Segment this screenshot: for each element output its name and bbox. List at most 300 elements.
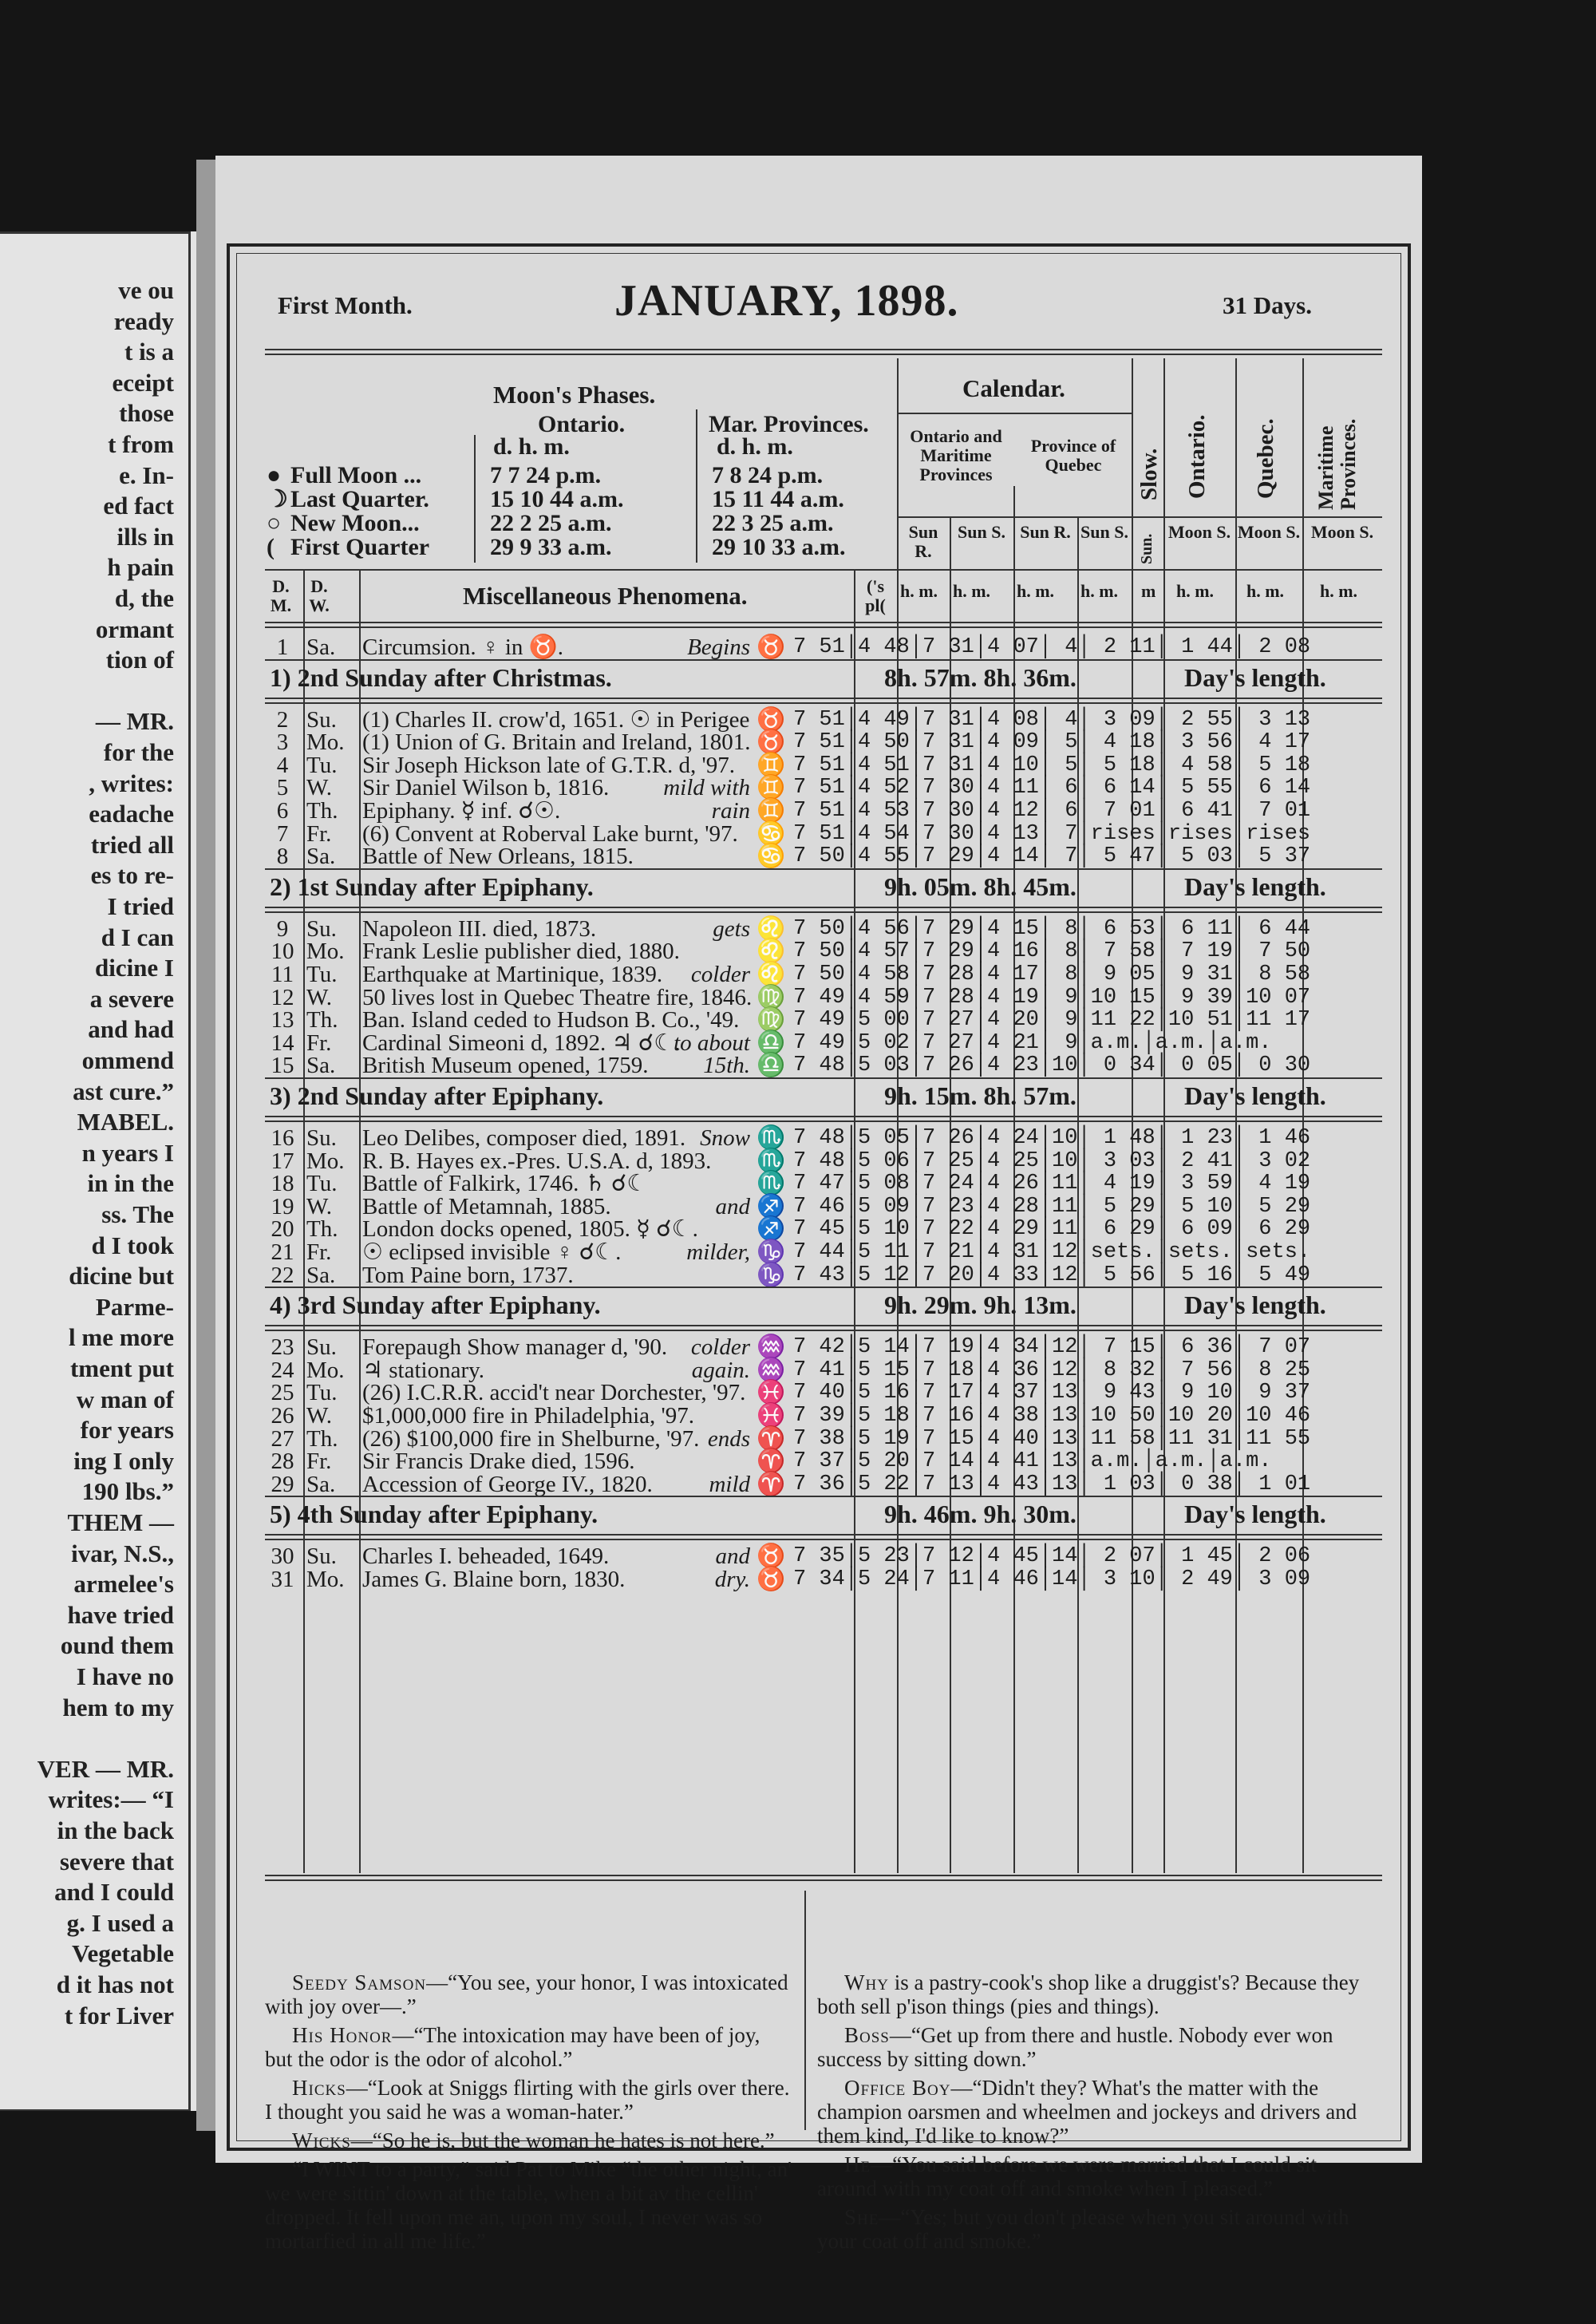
- weather-forecast: milder,: [686, 1239, 750, 1265]
- day-of-week: Mo.: [306, 1357, 345, 1383]
- day-of-week: Fr.: [306, 1030, 332, 1056]
- moon-sets-heading-2: Moon S.: [1237, 522, 1301, 542]
- previous-page-line: g. I used a: [66, 1908, 174, 1937]
- previous-page-line: for the: [103, 738, 174, 766]
- previous-page-line: ivar, N.S.,: [71, 1539, 174, 1567]
- sunday-label: 2) 1st Sunday after Epiphany.: [270, 872, 594, 901]
- previous-page-line: ready: [113, 306, 174, 335]
- calendar-row: [265, 1568, 1382, 1591]
- previous-page-line: es to re-: [90, 861, 174, 890]
- previous-page-line: ast cure.”: [73, 1077, 174, 1105]
- zodiac-sign: ♌: [757, 962, 786, 987]
- slow-sun-heading: Sun.: [1138, 533, 1156, 564]
- day-of-month: 16: [271, 1125, 294, 1151]
- day-of-week: Mo.: [306, 729, 345, 756]
- previous-page-line: Vegetable: [72, 1939, 174, 1968]
- day-of-week: Mo.: [306, 1148, 345, 1174]
- day-of-week: Su.: [306, 706, 337, 733]
- phenomenon: Ban. Island ceded to Hudson B. Co., '49.: [362, 1007, 740, 1034]
- previous-page-line: in in the: [87, 1169, 174, 1198]
- calendar-row: [265, 986, 1382, 1010]
- time-values: 7 41│5 15│7 18│4 36│12│ 8 32│ 7 56│ 8 25: [793, 1358, 1311, 1382]
- ontario-units: d. h. m.: [493, 433, 570, 460]
- zodiac-sign: ♊: [757, 775, 786, 801]
- previous-page-line: tment put: [69, 1354, 174, 1382]
- phenomenon: 50 lives lost in Quebec Theatre fire, 1846.: [362, 984, 753, 1010]
- phenomenon: Battle of Falkirk, 1746. ♄ ☌☾: [362, 1171, 648, 1197]
- quebec-heading: Province of Quebec: [1030, 436, 1116, 475]
- day-of-month: 28: [271, 1449, 294, 1475]
- moon-sets-heading-1: Moon S.: [1167, 522, 1231, 542]
- hm-heading-7: h. m.: [1320, 581, 1358, 601]
- moon-phase-name: Last Quarter.: [290, 486, 429, 512]
- day-length-label: Day's length.: [1184, 662, 1326, 692]
- day-lengths: 9h. 46m. 9h. 30m.: [884, 1500, 1077, 1529]
- joke-paragraph: [265, 1970, 792, 2018]
- calendar-heading: Calendar.: [962, 374, 1065, 402]
- zodiac-sign: ♉: [757, 729, 786, 756]
- phenomenon: James G. Blaine born, 1830.: [362, 1567, 626, 1592]
- moon-sets-heading-3: Moon S.: [1310, 522, 1374, 542]
- sun-rises-heading-1: Sun R.: [908, 522, 938, 561]
- phenomenon: Battle of New Orleans, 1815.: [362, 844, 634, 870]
- day-of-week: Su.: [306, 1125, 337, 1151]
- previous-page-line: d I took: [91, 1231, 174, 1259]
- phenomenon: Epiphany. ☿ inf. ☌☉.: [362, 798, 561, 824]
- previous-page-line: tried all: [90, 830, 174, 859]
- previous-page-line: Parme-: [95, 1292, 174, 1321]
- previous-page-line: t for Liver: [64, 2001, 174, 2030]
- zodiac-sign: ♍: [757, 1007, 786, 1034]
- day-of-week: Fr.: [306, 1449, 332, 1475]
- joke-paragraph: [817, 2076, 1376, 2148]
- calendar-row: [265, 1054, 1382, 1077]
- phenomenon: Sir Daniel Wilson b, 1816.: [362, 775, 610, 801]
- zodiac-sign: ♒: [757, 1334, 786, 1361]
- weather-forecast: colder: [690, 962, 750, 987]
- previous-page-line: THEM —: [67, 1508, 174, 1536]
- joke-speaker: Hicks: [292, 2076, 346, 2100]
- joke-text: “I WINT to a party,” said Pat to Mike “the other night, an' we were sittin' down at the table, when a bit av the cellin' dropped. It fell upon me an, upon my soul, I never was so mortarfied in all me life.”: [265, 2157, 792, 2253]
- phenomenon: ♃ stationary.: [362, 1357, 484, 1383]
- day-of-week: Th.: [306, 1425, 338, 1452]
- time-values: 7 49│5 02│7 27│4 21│ 9│a.m.│a.m.│a.m.: [793, 1030, 1272, 1055]
- previous-page-line: ommend: [81, 1046, 174, 1074]
- weather-forecast: mild: [709, 1471, 750, 1497]
- weather-forecast: again.: [691, 1357, 750, 1383]
- previous-page-line: I have no: [76, 1662, 174, 1690]
- day-of-week: Tu.: [306, 752, 338, 778]
- zodiac-sign: ♐: [757, 1216, 786, 1243]
- previous-page-line: n years I: [81, 1138, 174, 1167]
- sunday-row: [265, 873, 1382, 900]
- weather-forecast: to about: [674, 1030, 750, 1056]
- hm-heading-3: h. m.: [1017, 581, 1055, 601]
- day-lengths: 9h. 05m. 8h. 45m.: [884, 872, 1077, 901]
- time-values: 7 51│4 50│7 31│4 09│ 5│ 4 18│ 3 56│ 4 17: [793, 730, 1311, 755]
- day-of-month: 12: [271, 984, 294, 1010]
- day-of-week: Sa.: [306, 1262, 336, 1288]
- day-of-month: 3: [276, 729, 289, 756]
- time-values: 7 48│5 06│7 25│4 25│10│ 3 03│ 2 41│ 3 02: [793, 1148, 1311, 1173]
- day-of-month: 5: [276, 775, 289, 801]
- phenomenon: Battle of Metamnah, 1885.: [362, 1193, 611, 1219]
- time-values: 7 51│4 52│7 30│4 11│ 6│ 6 14│ 5 55│ 6 14: [793, 776, 1311, 800]
- joke-text: is a pastry-cook's shop like a druggist's? Because they both sell p'ison things (pies and things).: [817, 1970, 1360, 2018]
- calendar-row: [265, 1009, 1382, 1032]
- previous-page-line: eceipt: [112, 368, 174, 397]
- day-of-month: 14: [271, 1030, 294, 1056]
- moon-phase-ontario-time: 7 7 24 p.m.: [490, 462, 602, 488]
- calendar-row: [265, 1150, 1382, 1173]
- weather-forecast: dry.: [714, 1567, 750, 1592]
- day-of-month: 29: [271, 1471, 294, 1497]
- joke-speaker: Why: [844, 1970, 889, 1994]
- calendar-row: [265, 1425, 1382, 1452]
- weather-forecast: rain: [711, 798, 750, 824]
- previous-page-line: VER — MR.: [37, 1754, 174, 1783]
- day-of-month: 26: [271, 1403, 294, 1429]
- weather-forecast: gets: [713, 915, 750, 942]
- ontario-heading: Ontario.: [538, 411, 626, 437]
- previous-page-line: a severe: [89, 984, 174, 1013]
- previous-page-line: and had: [88, 1015, 174, 1044]
- previous-page-line: ormant: [95, 615, 174, 643]
- calendar-row: [265, 1193, 1382, 1219]
- moon-phase-symbol: ☽: [267, 486, 288, 512]
- weather-forecast: and: [715, 1193, 750, 1219]
- joke-speaker: Wicks: [292, 2128, 351, 2152]
- calendar-row: [265, 1336, 1382, 1359]
- day-of-month: 24: [271, 1357, 294, 1383]
- phenomenon: R. B. Hayes ex.-Pres. U.S.A. d, 1893.: [362, 1148, 712, 1174]
- day-length-label: Day's length.: [1184, 872, 1326, 901]
- day-length-label: Day's length.: [1184, 1500, 1326, 1529]
- zodiac-sign: ♏: [757, 1148, 786, 1174]
- moon-phase-ontario-time: 15 10 44 a.m.: [490, 486, 624, 512]
- hm-heading-1: h. m.: [900, 581, 938, 601]
- previous-page-line: w man of: [76, 1385, 174, 1413]
- zodiac-sign: ♈: [757, 1449, 786, 1475]
- calendar-row: [265, 963, 1382, 986]
- day-of-week: Th.: [306, 1007, 338, 1034]
- previous-page-line: dicine but: [69, 1262, 174, 1290]
- zodiac-sign: ♐: [757, 1193, 786, 1219]
- joke-paragraph: [817, 2205, 1376, 2253]
- weather-forecast: 15th.: [703, 1053, 750, 1079]
- zodiac-sign: ♎: [757, 1053, 786, 1079]
- slow-heading: Slow.: [1136, 448, 1162, 500]
- joke-text: —“Yes; but you don't please when you sit around with your coat off and smoke.”: [817, 2205, 1349, 2253]
- phenomenon: Circumsion. ♀ in ♉.: [362, 634, 563, 660]
- day-of-week: W.: [306, 775, 332, 801]
- joke-text: —“The intoxication may have been of joy, but the odor is the odor of alcohol.”: [265, 2023, 760, 2071]
- time-values: 7 50│4 57│7 29│4 16│ 8│ 7 58│ 7 19│ 7 50: [793, 939, 1311, 964]
- hm-heading-2: h. m.: [953, 581, 991, 601]
- misc-phenomena-heading: Miscellaneous Phenomena.: [463, 582, 748, 610]
- calendar-row: [265, 1241, 1382, 1264]
- days-label: 31 Days.: [1223, 291, 1312, 319]
- sun-sets-heading-1: Sun S.: [958, 522, 1005, 542]
- phenomenon: (26) I.C.R.R. accid't near Dorchester, '97.: [362, 1380, 746, 1406]
- time-values: 7 37│5 20│7 14│4 41│13│a.m.│a.m.│a.m.: [793, 1449, 1272, 1474]
- joke-paragraph: [265, 2023, 792, 2071]
- day-of-week: W.: [306, 1403, 332, 1429]
- phenomenon: ☉ eclipsed invisible ♀ ☌☾.: [362, 1239, 622, 1265]
- previous-page-line: hem to my: [62, 1693, 174, 1721]
- previous-page-line: , writes:: [89, 769, 174, 797]
- calendar-row: [265, 731, 1382, 754]
- phenomenon: Leo Delibes, composer died, 1891.: [362, 1125, 686, 1151]
- time-values: 7 50│4 58│7 28│4 17│ 8│ 9 05│ 9 31│ 8 58: [793, 962, 1311, 986]
- zodiac-sign: ♑: [757, 1239, 786, 1265]
- previous-page-line: ound them: [60, 1631, 174, 1660]
- previous-page-line: ed fact: [103, 492, 174, 520]
- joke-text: —“You see, your honor, I was intoxicated with joy over—.”: [265, 1970, 788, 2018]
- joke-paragraph: [265, 2128, 792, 2152]
- calendar-row: [265, 636, 1382, 659]
- phenomenon: $1,000,000 fire in Philadelphia, '97.: [362, 1403, 694, 1429]
- hm-heading-6: h. m.: [1246, 581, 1285, 601]
- zodiac-sign: ♎: [757, 1030, 786, 1056]
- day-of-month: 31: [271, 1567, 294, 1592]
- day-of-week: Su.: [306, 915, 337, 942]
- day-of-week: Th.: [306, 798, 338, 824]
- calendar-row: [265, 915, 1382, 942]
- day-of-week: Sa.: [306, 1471, 336, 1497]
- time-values: 7 51│4 53│7 30│4 12│ 6│ 7 01│ 6 41│ 7 01: [793, 799, 1311, 823]
- calendar-row: [265, 1127, 1382, 1150]
- calendar-row: [265, 706, 1382, 733]
- previous-page-line: — MR.: [95, 707, 174, 736]
- joke-speaker: She: [844, 2205, 879, 2229]
- day-of-week: W.: [306, 984, 332, 1010]
- moon-phase-mar-time: 15 11 44 a.m.: [712, 486, 844, 512]
- hm-heading-4: h. m.: [1080, 581, 1119, 601]
- zodiac-sign: ♈: [757, 1425, 786, 1452]
- phenomenon: Cardinal Simeoni d, 1892. ♃ ☌☾.: [362, 1030, 681, 1056]
- joke-text: —“Look at Sniggs flirting with the girls over there. I thought you said he was a woman-hater.”: [265, 2076, 790, 2124]
- day-of-month: 11: [271, 962, 294, 987]
- previous-page-line: 190 lbs.”: [81, 1477, 174, 1506]
- day-of-month: 19: [271, 1193, 294, 1219]
- day-of-week: W.: [306, 1193, 332, 1219]
- day-week-heading: D. W.: [309, 576, 330, 615]
- joke-speaker: He: [844, 2152, 871, 2176]
- moon-phases-heading: Moon's Phases.: [493, 381, 656, 409]
- zodiac-sign: ♑: [757, 1262, 786, 1288]
- m-heading: m: [1141, 581, 1156, 601]
- sunday-label: 4) 3rd Sunday after Epiphany.: [270, 1290, 601, 1320]
- time-values: 7 50│4 55│7 29│4 14│ 7│ 5 47│ 5 03│ 5 37: [793, 844, 1311, 869]
- calendar-row: [265, 800, 1382, 823]
- day-month-heading: D. M.: [270, 576, 292, 615]
- time-values: 7 40│5 16│7 17│4 37│13│ 9 43│ 9 10│ 9 37: [793, 1381, 1311, 1405]
- time-values: 7 51│4 48│7 31│4 07│ 4│ 2 11│ 1 44│ 2 08: [793, 635, 1311, 659]
- day-of-month: 21: [271, 1239, 294, 1265]
- zodiac-sign: ♊: [757, 798, 786, 824]
- previous-page-line: d I can: [101, 923, 174, 951]
- joke-paragraph: [265, 2157, 792, 2253]
- mar-provinces-heading: Mar. Provinces.: [709, 411, 869, 437]
- day-of-week: Tu.: [306, 962, 338, 987]
- calendar-row: [265, 1172, 1382, 1196]
- previous-page-line: e. In-: [119, 460, 174, 489]
- previous-page-line: ss. The: [101, 1200, 174, 1228]
- moon-phase-mar-time: 7 8 24 p.m.: [712, 462, 824, 488]
- time-values: 7 48│5 03│7 26│4 23│10│ 0 34│ 0 05│ 0 30: [793, 1053, 1311, 1078]
- previous-page-line: writes:— “I: [48, 1785, 174, 1814]
- zodiac-sign: ♉: [757, 1543, 786, 1570]
- calendar-row: [265, 777, 1382, 800]
- day-of-week: Su.: [306, 1543, 337, 1570]
- joke-speaker: Office Boy: [844, 2076, 951, 2100]
- moon-phase-symbol: (: [267, 534, 275, 560]
- day-of-week: Fr.: [306, 820, 332, 847]
- phenomenon: British Museum opened, 1759.: [362, 1053, 649, 1079]
- time-values: 7 38│5 19│7 15│4 40│13│11 58│11 31│11 55: [793, 1426, 1311, 1451]
- previous-page-line: d, the: [114, 584, 174, 612]
- phenomenon: Sir Joseph Hickson late of G.T.R. d, '97.: [362, 752, 736, 778]
- day-of-month: 22: [271, 1262, 294, 1288]
- jokes-right-column: [817, 1970, 1376, 2258]
- calendar-row: [265, 1032, 1382, 1055]
- zodiac-sign: ♉: [757, 1567, 786, 1592]
- day-of-week: Sa.: [306, 844, 336, 870]
- phenomenon: London docks opened, 1805. ☿ ☌☾.: [362, 1216, 698, 1243]
- almanac-page: [215, 156, 1422, 2253]
- weather-forecast: Begins: [687, 634, 750, 660]
- time-values: 7 35│5 23│7 12│4 45│14│ 2 07│ 1 45│ 2 06: [793, 1544, 1311, 1569]
- zodiac-sign: ♏: [757, 1125, 786, 1151]
- calendar-row: [265, 940, 1382, 963]
- phenomenon: Frank Leslie publisher died, 1880.: [362, 939, 680, 965]
- phenomenon: (6) Convent at Roberval Lake burnt, '97.: [362, 820, 738, 847]
- previous-page-line: ing I only: [73, 1446, 174, 1475]
- day-of-month: 27: [271, 1425, 294, 1452]
- calendar-row: [265, 1545, 1382, 1568]
- joke-text: —“Get up from there and hustle. Nobody ever won success by sitting down.”: [817, 2023, 1333, 2071]
- zodiac-sign: ♒: [757, 1357, 786, 1383]
- day-of-month: 1: [276, 634, 289, 660]
- previous-page-line: those: [119, 399, 174, 428]
- calendar-row: [265, 1405, 1382, 1428]
- mar-units: d. h. m.: [717, 433, 793, 460]
- zodiac-sign: ♉: [757, 706, 786, 733]
- phenomenon: Charles I. beheaded, 1649.: [362, 1543, 610, 1570]
- phenomenon: Tom Paine born, 1737.: [362, 1262, 574, 1288]
- day-of-week: Tu.: [306, 1380, 338, 1406]
- calendar-row: [265, 1381, 1382, 1405]
- day-of-month: 25: [271, 1380, 294, 1406]
- previous-page: [0, 231, 196, 2111]
- joke-speaker: Seedy Samson: [292, 1970, 427, 1994]
- zodiac-sign: ♓: [757, 1403, 786, 1429]
- time-values: 7 51│4 49│7 31│4 08│ 4│ 3 09│ 2 55│ 3 13: [793, 707, 1311, 732]
- day-of-month: 30: [271, 1543, 294, 1570]
- sunday-label: 1) 2nd Sunday after Christmas.: [270, 662, 612, 692]
- previous-page-line: h pain: [107, 553, 174, 582]
- ontario-moon-heading: Ontario.: [1184, 414, 1210, 499]
- moon-phase-name: First Quarter: [290, 534, 430, 560]
- day-of-month: 17: [271, 1148, 294, 1174]
- phenomenon: Napoleon III. died, 1873.: [362, 915, 597, 942]
- time-values: 7 49│5 00│7 27│4 20│ 9│11 22│10 51│11 17: [793, 1008, 1311, 1033]
- day-of-week: Tu.: [306, 1171, 338, 1197]
- time-values: 7 47│5 08│7 24│4 26│11│ 4 19│ 3 59│ 4 19: [793, 1172, 1311, 1196]
- jokes-left-column: [265, 1970, 792, 2258]
- weather-forecast: Snow: [700, 1125, 750, 1151]
- zodiac-sign: ♓: [757, 1380, 786, 1406]
- joke-paragraph: [265, 2076, 792, 2124]
- weather-forecast: ends: [707, 1425, 750, 1452]
- phenomenon: (1) Charles II. crow'd, 1651. ☉ in Perigee: [362, 706, 750, 733]
- zodiac-sign: ♉: [757, 634, 786, 660]
- day-of-month: 4: [276, 752, 289, 778]
- joke-text: —“You said before we were married that I could sit around with my coat off and smoke when I pleased.”: [817, 2152, 1317, 2200]
- day-length-label: Day's length.: [1184, 1081, 1326, 1110]
- previous-page-line: tion of: [105, 646, 174, 674]
- previous-page-line: have tried: [67, 1600, 174, 1629]
- joke-text: —“Didn't they? What's the matter with the champion oarsmen and wheelmen and jockeys and drivers and them kind, I'd like to know?”: [817, 2076, 1357, 2148]
- previous-page-line: armelee's: [73, 1570, 174, 1599]
- day-of-month: 6: [276, 798, 289, 824]
- day-of-week: Fr.: [306, 1239, 332, 1265]
- zodiac-sign: ♋: [757, 820, 786, 847]
- weather-forecast: and: [715, 1543, 750, 1570]
- calendar-row: [265, 1359, 1382, 1382]
- day-of-month: 13: [271, 1007, 294, 1034]
- sun-rises-heading-2: Sun R.: [1020, 522, 1071, 542]
- joke-text: —“So he is, but the woman he hates is not here.”: [350, 2128, 775, 2152]
- day-lengths: 8h. 57m. 8h. 36m.: [884, 662, 1077, 692]
- day-of-week: Mo.: [306, 939, 345, 965]
- moon-phase-mar-time: 22 3 25 a.m.: [712, 510, 834, 536]
- calendar-row: [265, 845, 1382, 868]
- joke-speaker: Boss: [844, 2023, 890, 2047]
- previous-page-line: t from: [108, 430, 174, 458]
- time-values: 7 45│5 10│7 22│4 29│11│ 6 29│ 6 09│ 6 29: [793, 1217, 1311, 1242]
- zodiac-sign: ♌: [757, 939, 786, 965]
- day-length-label: Day's length.: [1184, 1290, 1326, 1320]
- time-values: 7 39│5 18│7 16│4 38│13│10 50│10 20│10 46: [793, 1404, 1311, 1428]
- time-values: 7 51│4 51│7 31│4 10│ 5│ 5 18│ 4 58│ 5 18: [793, 753, 1311, 777]
- day-of-month: 18: [271, 1171, 294, 1197]
- zodiac-sign: ♏: [757, 1171, 786, 1197]
- time-values: 7 44│5 11│7 21│4 31│12│sets.│sets.│sets.: [793, 1240, 1311, 1264]
- previous-page-line: t is a: [124, 338, 174, 366]
- time-values: 7 36│5 22│7 13│4 43│13│ 1 03│ 0 38│ 1 01: [793, 1472, 1311, 1496]
- day-lengths: 9h. 29m. 9h. 13m.: [884, 1290, 1077, 1320]
- day-of-month: 23: [271, 1334, 294, 1361]
- maritime-moon-heading: Maritime Provinces.: [1314, 418, 1360, 510]
- moon-phase-name: Full Moon ...: [290, 462, 422, 488]
- previous-page-line: l me more: [69, 1323, 174, 1352]
- zodiac-sign: ♍: [757, 984, 786, 1010]
- day-of-week: Mo.: [306, 1567, 345, 1592]
- book-gutter: [196, 160, 215, 2131]
- moon-phase-ontario-time: 29 9 33 a.m.: [490, 534, 612, 560]
- joke-paragraph: [817, 2152, 1376, 2200]
- weather-forecast: mild with: [663, 775, 750, 801]
- zodiac-sign: ♈: [757, 1471, 786, 1497]
- time-values: 7 46│5 09│7 23│4 28│11│ 5 29│ 5 10│ 5 29: [793, 1194, 1311, 1219]
- day-of-week: Th.: [306, 1216, 338, 1243]
- phenomenon: Accession of George IV., 1820.: [362, 1471, 653, 1497]
- sunday-label: 5) 4th Sunday after Epiphany.: [270, 1500, 598, 1529]
- ontario-maritime-heading: Ontario and Maritime Provinces: [910, 426, 1002, 484]
- previous-page-line: ve ou: [118, 276, 174, 304]
